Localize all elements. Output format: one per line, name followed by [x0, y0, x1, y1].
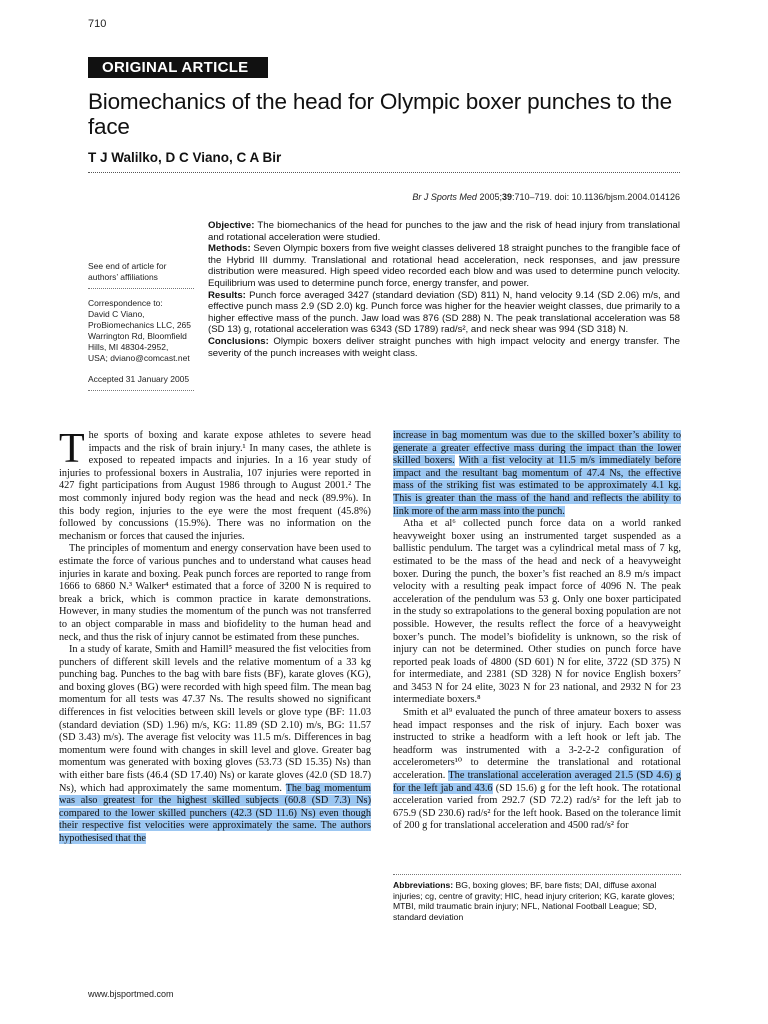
body-column-right	[393, 430, 681, 833]
abbreviations-divider	[393, 874, 681, 875]
journal-url[interactable]: www.bjsportmed.com	[88, 989, 174, 999]
article-title: Biomechanics of the head for Olympic boxer punches to the face	[88, 89, 672, 139]
drop-cap: T	[59, 426, 85, 472]
highlighted-text[interactable]: The bag momentum was also greatest for the highest skilled subjects (60.8 (SD 7.3) Ns) compared to the lower skilled punchers (42.3 (SD 11.6) Ns) even though their respective fist velocities were approximately the same. The authors hypothesised that the	[59, 782, 371, 844]
sidebar-divider	[88, 288, 194, 289]
citation-rest: :710–719. doi: 10.1136/bjsm.2004.014126	[512, 192, 680, 202]
accepted-date: Accepted 31 January 2005	[88, 374, 190, 384]
abstract-conclusions: Conclusions: Olympic boxers deliver straight punches with high impact velocity and energy transfer. The severity of the punch increases with weight class.	[208, 335, 680, 359]
citation-journal: Br J Sports Med	[412, 192, 477, 202]
body-paragraph: Atha et al⁶ collected punch force data on a world ranked heavyweight boxer using an instrumented target suspended as a ballistic pendulum. The target was a cylindrical metal mass of 7 kg, estimated to be the mass of the head and neck of a heavyweight boxer. During the punch, the boxer’s fist reached an 8.9 m/s impact velocity with a resulting peak impact force of 4096 N. The peak acceleration of the pendulum was 53 g. Only one boxer participated in the study so extrapolations to the general boxing population are not possible. However, the results reflect the force of a heavyweight boxer’s punch. The model’s biofidelity is unknown, so the risk of injury can not be determined. Other studies on punch force have reported peak loads of 4800 (SD 601) N for elite, 3722 (SD 375) N for intermediate, and 2381 (SD 328) N for novice English boxers⁷ and 3453 N for 24 elite, 3023 N for 23 national, and 2932 N for 23 intermediate boxers.⁸	[393, 518, 681, 706]
abbreviations	[393, 880, 681, 922]
body-paragraph: In a study of karate, Smith and Hamill⁵ measured the fist velocities from punchers of different skill levels and the relative momentum of a 33 kg punching bag. Punches to the bag with bare fists (BF), karate gloves (KG), and boxing gloves (BG) were recorded with high speed film. The mean bag momentum for all tests was 47.37 Ns. The results showed no significant differences in fist velocities between skill levels or glove type (BF: 11.03 (standard deviation (SD) 1.96) m/s, KG: 11.89 (SD 2.10) m/s, BG: 11.57 (SD 3.43) m/s). The average fist velocity was 11.5 m/s. Differences in bag momentum were found with changes in skill level and glove. Greater bag momentum was generated with boxing gloves (53.73 (SD 15.35) Ns) than with either bare fists (46.4 (SD 17.40) Ns) or karate gloves (42.0 (SD 18.7) Ns), which had approximately the same momentum. The bag momentum was also greatest for the highest skilled subjects (60.8 (SD 7.3) Ns) compared to the lower skilled punchers (42.3 (SD 11.6) Ns) even though their respective fist velocities were approximately the same. The authors hypothesised that the	[59, 644, 371, 844]
abbreviations-text: BG, boxing gloves; BF, bare fists; DAI, diffuse axonal injuries; cg, centre of gravity; HIC, head injury criterion; KG, karate gloves; MTBI, mild traumatic brain injury; NFL, National Football League; SD, standard deviation	[393, 880, 675, 922]
correspondence-line: Warrington Rd, Bloomfield	[88, 331, 187, 341]
correspondence-email[interactable]: USA; dviano@comcast.net	[88, 353, 190, 363]
body-paragraph: Smith et al⁹ evaluated the punch of three amateur boxers to assess head impact responses and the risk of injury. Each boxer was instructed to strike a headform with a left hook or left jab. The headform was instrumented with a 3-2-2-2 configuration of accelerometers¹⁰ to determine the translational and rotational acceleration. The translational acceleration averaged 21.5 (SD 4.6) g for the left jab and 43.6 (SD 15.6) g for the left hook. The rotational acceleration varied from 292.7 (SD 72.2) rad/s² for the left jab to 675.9 (SD 230.6) rad/s² for the left hook. Based on the tolerance limit of 200 g for translational acceleration and 4500 rad/s² for	[393, 707, 681, 832]
abstract-methods: Methods: Seven Olympic boxers from five weight classes delivered 18 straight punches to the frangible face of the Hybrid III dummy. Translational and rotational head acceleration, neck responses, and jaw pressure distribution were measured. High speed video recorded each blow and was used to determine punch velocity. Equilibrium was used to determine punch force, energy transfer, and power.	[208, 243, 680, 289]
section-label: ORIGINAL ARTICLE	[88, 57, 268, 78]
abstract	[208, 220, 680, 359]
header-divider	[88, 172, 680, 173]
correspondence-label: Correspondence to:	[88, 298, 163, 308]
citation-year: 2005;	[479, 192, 502, 202]
affiliation-note: See end of article for authors’ affiliations	[88, 261, 167, 282]
citation	[412, 192, 680, 202]
correspondence-line: ProBiomechanics LLC, 265	[88, 320, 192, 330]
page-number: 710	[88, 18, 107, 30]
body-column-left	[59, 426, 371, 846]
abstract-objective: Objective: The biomechanics of the head for punches to the jaw and the risk of head injury from translational and rotational acceleration were studied.	[208, 220, 680, 243]
abbreviations-label: Abbreviations:	[393, 880, 454, 890]
body-paragraph: The principles of momentum and energy conservation have been used to estimate the force of various punches and to understand what causes head injuries in karate and boxing. Peak punch forces are reported to range from 1666 to 6860 N.³ Walker⁴ estimated that a force of 3200 N is required to break a brick, which is common practice in karate demonstrations. However, in many studies the momentum of the punch was not transferred to an object comparable in mass and biofidelity to the human head and neck, and thus the risk of injury cannot be estimated from these punches.	[59, 543, 371, 643]
author-list: T J Walilko, D C Viano, C A Bir	[88, 150, 282, 165]
correspondence-line: Hills, MI 48304-2952,	[88, 342, 169, 352]
correspondence-line: David C Viano,	[88, 309, 145, 319]
abstract-results: Results: Punch force averaged 3427 (standard deviation (SD) 811) N, hand velocity 9.14 (SD 2.06) m/s, and effective punch mass 2.9 (SD 2.0) kg. Punch force was higher for the heavier weight classes, due primarily to a higher effective mass of the punch. Jaw load was 876 (SD 288) N. The peak translational acceleration was 58 (SD 13) g, rotational acceleration was 6343 (SD 1789) rad/s², and neck shear was 994 (SD 318) N.	[208, 289, 680, 336]
sidebar-divider	[88, 390, 194, 391]
body-paragraph: The sports of boxing and karate expose athletes to severe head impacts and the risk of brain injury.¹ In many cases, the athlete is exposed to repeated impacts and injuries. In a 16 year study of injuries to professional boxers in Australia, 107 injuries were reported in 427 fight participations from August 1986 through to August 2001.² The most commonly injured body region was the head and neck (89.9%). In this body region, injuries to the eye were the most frequent (45.8%) followed by concussions (15.9%). There was no information on the mechanism or forces that caused the injuries.	[59, 426, 371, 542]
citation-volume: 39	[502, 192, 513, 202]
highlighted-text[interactable]: increase in bag momentum was due to the skilled boxer’s ability to generate a greater effective mass during the impact than the lower skilled boxers.	[393, 430, 681, 467]
highlighted-text[interactable]: The translational acceleration averaged 21.5 (SD 4.6) g for the left jab and 43.6	[393, 770, 681, 794]
body-paragraph	[393, 430, 681, 518]
correspondence	[88, 298, 198, 364]
highlighted-text[interactable]: With a fist velocity at 11.5 m/s immediately before impact and the resultant bag momentum of 47.4 Ns, the effective mass of the striking fist was estimated to be approximately 4.1 kg. This is greater than the mass of the hand and reflects the ability to link more of the arm mass into the punch.	[393, 455, 682, 517]
